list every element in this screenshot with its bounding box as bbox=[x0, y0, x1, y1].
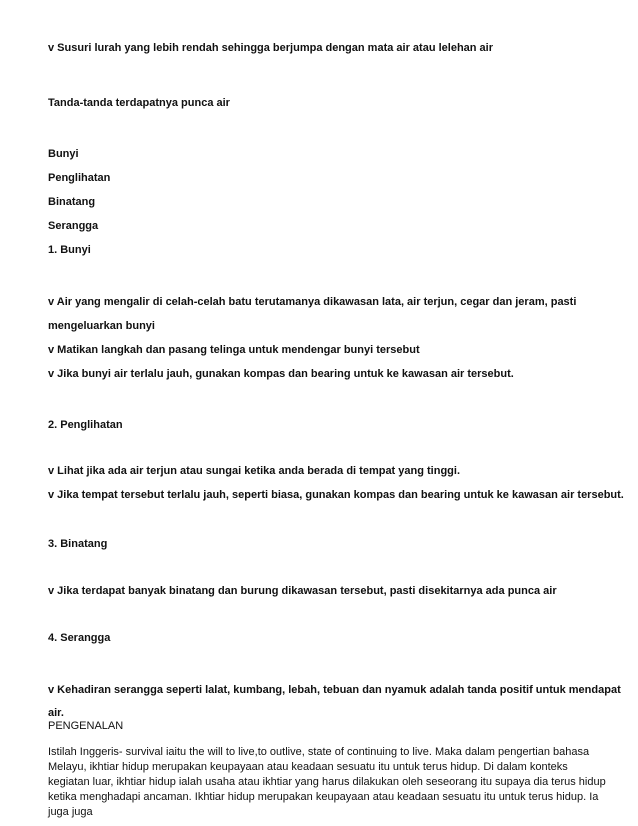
sound-line-4: v Jika bunyi air terlalu jauh, gunakan kompas dan bearing untuk ke kawasan air tersebut. bbox=[48, 368, 514, 380]
pengenalan-title: PENGENALAN bbox=[48, 720, 124, 732]
list-item-sound: Bunyi bbox=[48, 148, 79, 160]
sight-line-1: v Lihat jika ada air terjun atau sungai ketika anda berada di tempat yang tinggi. bbox=[48, 465, 460, 477]
sound-line-2: mengeluarkan bunyi bbox=[48, 320, 155, 332]
list-item-animal: Binatang bbox=[48, 196, 96, 208]
animal-line-1: v Jika terdapat banyak binatang dan burung dikawasan tersebut, pasti disekitarnya ada punca air bbox=[48, 585, 557, 597]
heading-sound: 1. Bunyi bbox=[48, 244, 91, 256]
sight-line-2: v Jika tempat tersebut terlalu jauh, seperti biasa, gunakan kompas dan bearing untuk ke kawasan air tersebut. bbox=[48, 489, 624, 501]
pengenalan-paragraph: Istilah Inggeris- survival iaitu the will to live,to outlive, state of continuing to live. Maka dalam pengertian bahasa Melayu, ikhtiar hidup merupakan keupayaan atau keadaan sesuatu itu untuk terus hidup. Di dalam konteks kegiatan luar, ikhtiar hidup ialah usaha atau ikhtiar yang harus dilakukan oleh seseorang itu supaya dia terus hidup ketika menghadapi ancaman. Ikhtiar hidup merupakan keupayaan atau keadaan sesuatu itu untuk terus hidup. Ia juga juga bbox=[48, 746, 606, 818]
tip-valley-line: v Susuri lurah yang lebih rendah sehingga berjumpa dengan mata air atau lelehan air bbox=[48, 42, 494, 54]
heading-insect: 4. Serangga bbox=[48, 632, 111, 644]
insect-line-2: air. bbox=[48, 707, 64, 719]
list-item-insect: Serangga bbox=[48, 220, 99, 232]
insect-line-1: v Kehadiran serangga seperti lalat, kumbang, lebah, tebuan dan nyamuk adalah tanda positif untuk mendapat bbox=[48, 684, 621, 696]
pengenalan-section bbox=[48, 719, 608, 820]
list-item-sight: Penglihatan bbox=[48, 172, 111, 184]
heading-sight: 2. Penglihatan bbox=[48, 419, 123, 431]
heading-animal: 3. Binatang bbox=[48, 538, 108, 550]
section-heading-signs: Tanda-tanda terdapatnya punca air bbox=[48, 97, 230, 109]
sound-line-1: v Air yang mengalir di celah-celah batu terutamanya dikawasan lata, air terjun, cegar dan jeram, pasti bbox=[48, 296, 577, 308]
sound-line-3: v Matikan langkah dan pasang telinga untuk mendengar bunyi tersebut bbox=[48, 344, 420, 356]
